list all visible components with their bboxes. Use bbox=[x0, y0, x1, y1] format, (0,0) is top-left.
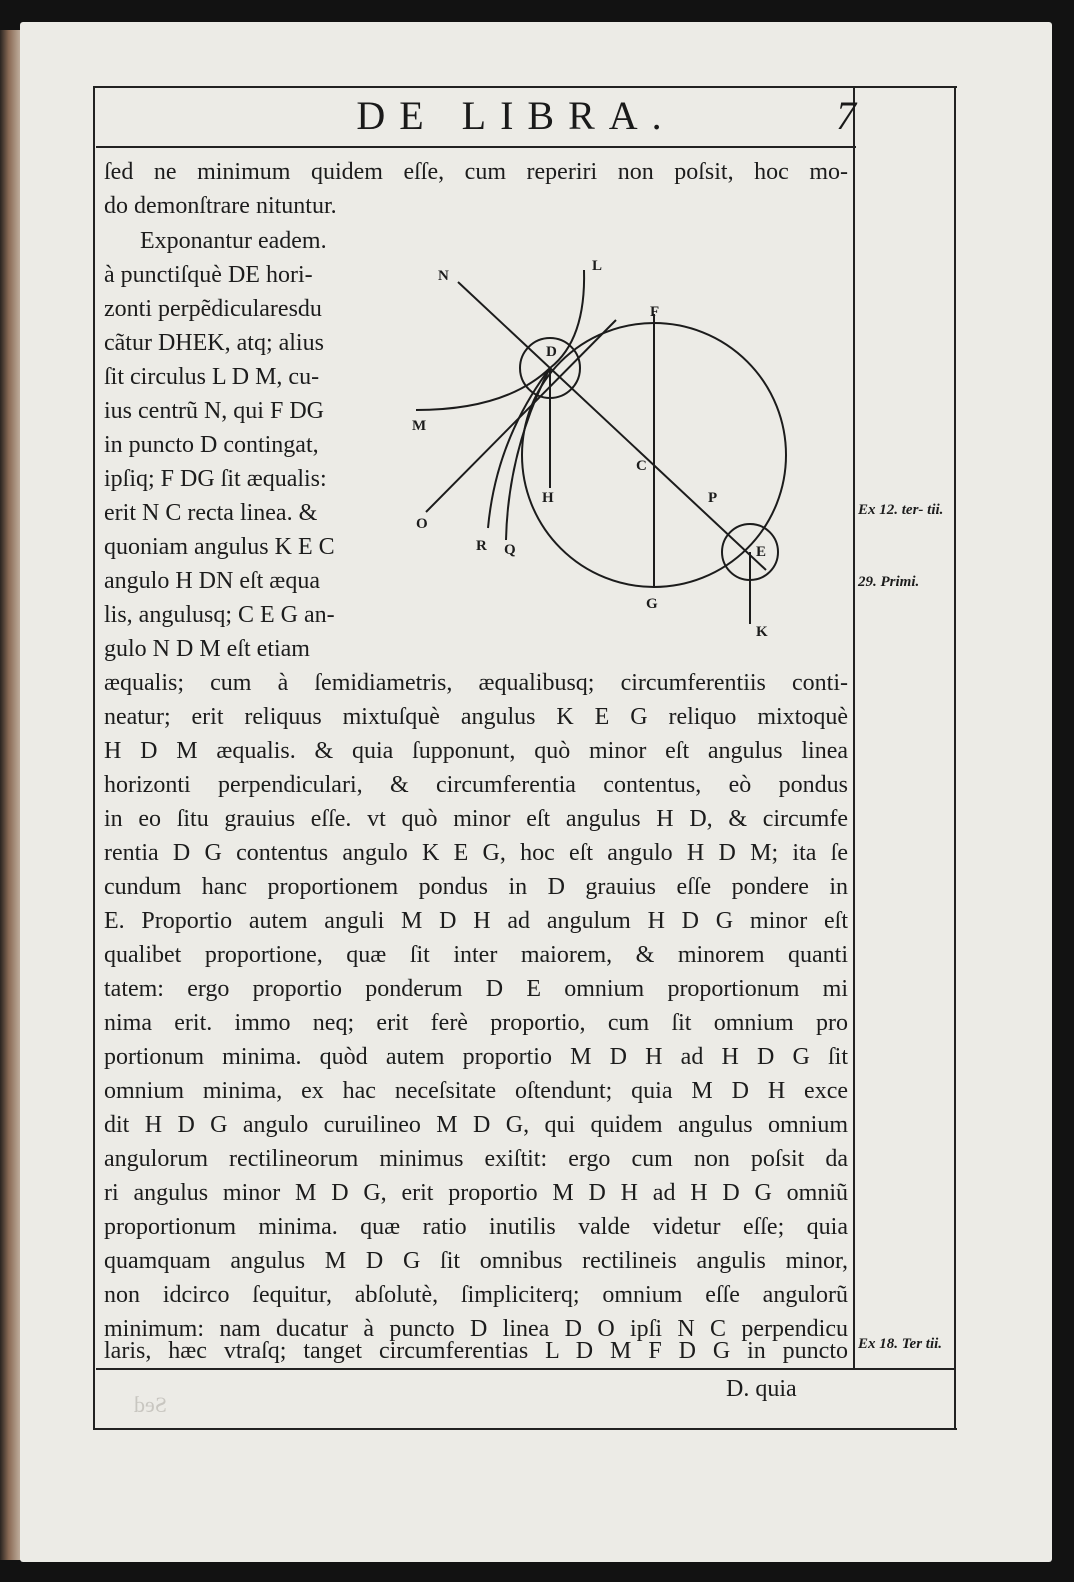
text-line: E. Proportio autem anguli M D H ad angulum H D G minor eſt bbox=[104, 908, 848, 934]
text-line: angulo H DN eſt æqua bbox=[104, 568, 320, 594]
book-gutter bbox=[0, 30, 22, 1560]
margin-note: Ex 12. ter- tii. bbox=[858, 502, 944, 518]
text-line: ius centrũ N, qui F DG bbox=[104, 398, 324, 424]
text-line: neatur; erit reliquus mixtuſquè angulus K E G reliquo mixtoquè bbox=[104, 704, 848, 730]
catchword: D. quia bbox=[726, 1376, 797, 1402]
text-line: minimum: nam ducatur à puncto D linea D O ipſi N C perpendicu bbox=[104, 1316, 848, 1342]
text-line: laris, hæc vtraſq; tanget circumferentias L D M F D G in puncto bbox=[104, 1338, 848, 1364]
label-c: C bbox=[636, 458, 647, 474]
label-g: G bbox=[646, 596, 658, 612]
text-line: in puncto D contingat, bbox=[104, 432, 319, 458]
label-r: R bbox=[476, 538, 487, 554]
text-line: portionum minima. quòd autem proportio M D H ad H D G ſit bbox=[104, 1044, 848, 1070]
label-h: H bbox=[542, 490, 554, 506]
label-l: L bbox=[592, 258, 603, 274]
text-line: H D M æqualis. & quia ſupponunt, quò minor eſt angulus linea bbox=[104, 738, 848, 764]
footer-rule bbox=[96, 1368, 956, 1370]
header-rule bbox=[96, 146, 856, 148]
text-line: proportionum minima. quæ ratio inutilis valde videtur eſſe; quia bbox=[104, 1214, 848, 1240]
text-line: ſit circulus L D M, cu- bbox=[104, 364, 320, 390]
text-line: in eo ſitu grauius eſſe. vt quò minor eſt angulus H D, & circumfe bbox=[104, 806, 848, 832]
text-line: cãtur DHEK, atq; alius bbox=[104, 330, 324, 356]
margin-note: Ex 18. Ter tii. bbox=[858, 1336, 943, 1352]
text-line: ri angulus minor M D G, erit proportio M D H ad H D G omniũ bbox=[104, 1180, 848, 1206]
text-line: angulorum rectilineorum minimus exiſtit: ergo cum non poſsit da bbox=[104, 1146, 848, 1172]
frame-left-rule-real bbox=[93, 86, 95, 1430]
page-header bbox=[96, 92, 856, 144]
text-line: dit H D G angulo curuilineo M D G, qui quidem angulus omnium bbox=[104, 1112, 848, 1138]
text-right-rule bbox=[853, 88, 855, 1370]
text-line: zonti perpẽdicularesdu bbox=[104, 296, 322, 322]
text-line: quamquam angulus M D G ſit omnibus rectilineis angulis minor, bbox=[104, 1248, 848, 1274]
text-line: Exponantur eadem. bbox=[140, 228, 327, 254]
label-k: K bbox=[756, 624, 768, 640]
label-d: D bbox=[546, 344, 557, 360]
geometric-diagram bbox=[396, 250, 796, 660]
text-line: ipſiq; F DG ſit æqualis: bbox=[104, 466, 327, 492]
text-line: à punctiſquè DE hori- bbox=[104, 262, 313, 288]
page-number: 7 bbox=[836, 93, 856, 138]
label-o: O bbox=[416, 516, 428, 532]
label-m: M bbox=[412, 418, 427, 434]
margin-note: 29. Primi. bbox=[858, 574, 920, 590]
label-f: F bbox=[650, 304, 660, 320]
running-head: DE LIBRA. bbox=[356, 93, 676, 138]
text-line: erit N C recta linea. & bbox=[104, 500, 318, 526]
frame-right-rule bbox=[954, 86, 956, 1430]
text-line: omnium minima, ex hac neceſsitate oſtendunt; quia M D H exce bbox=[104, 1078, 848, 1104]
text-line: gulo N D M eſt etiam bbox=[104, 636, 310, 662]
text-line: cundum hanc proportionem pondus in D grauius eſſe pondere in bbox=[104, 874, 848, 900]
text-line: lis, angulusq; C E G an- bbox=[104, 602, 335, 628]
bleed-through-text: Sed bbox=[134, 1392, 167, 1417]
label-e: E bbox=[756, 544, 767, 560]
frame-top-rule bbox=[93, 86, 957, 88]
text-line: ſed ne minimum quidem eſſe, cum reperiri non poſsit, hoc mo- bbox=[104, 159, 848, 185]
label-p: P bbox=[708, 490, 718, 506]
text-line: qualibet proportione, quæ ſit inter maiorem, & minorem quanti bbox=[104, 942, 848, 968]
label-n: N bbox=[438, 268, 449, 284]
text-line: nima erit. immo neq; erit ferè proportio, cum ſit omnium pro bbox=[104, 1010, 848, 1036]
text-line: æqualis; cum à ſemidiametris, æqualibusq; circumferentiis conti- bbox=[104, 670, 848, 696]
text-line: tatem: ergo proportio ponderum D E omnium proportionum mi bbox=[104, 976, 848, 1002]
text-line: non idcirco ſequitur, abſolutè, ſimpliciterq; omnium eſſe angulorũ bbox=[104, 1282, 848, 1308]
label-q: Q bbox=[504, 542, 516, 558]
text-line: rentia D G contentus angulo K E G, hoc eſt angulo H D M; ita ſe bbox=[104, 840, 848, 866]
text-line: horizonti perpendiculari, & circumferentia contentus, eò pondus bbox=[104, 772, 848, 798]
bottom-rule bbox=[93, 1428, 957, 1430]
text-line: quoniam angulus K E C bbox=[104, 534, 335, 560]
text-line: do demonſtrare nituntur. bbox=[104, 193, 337, 219]
